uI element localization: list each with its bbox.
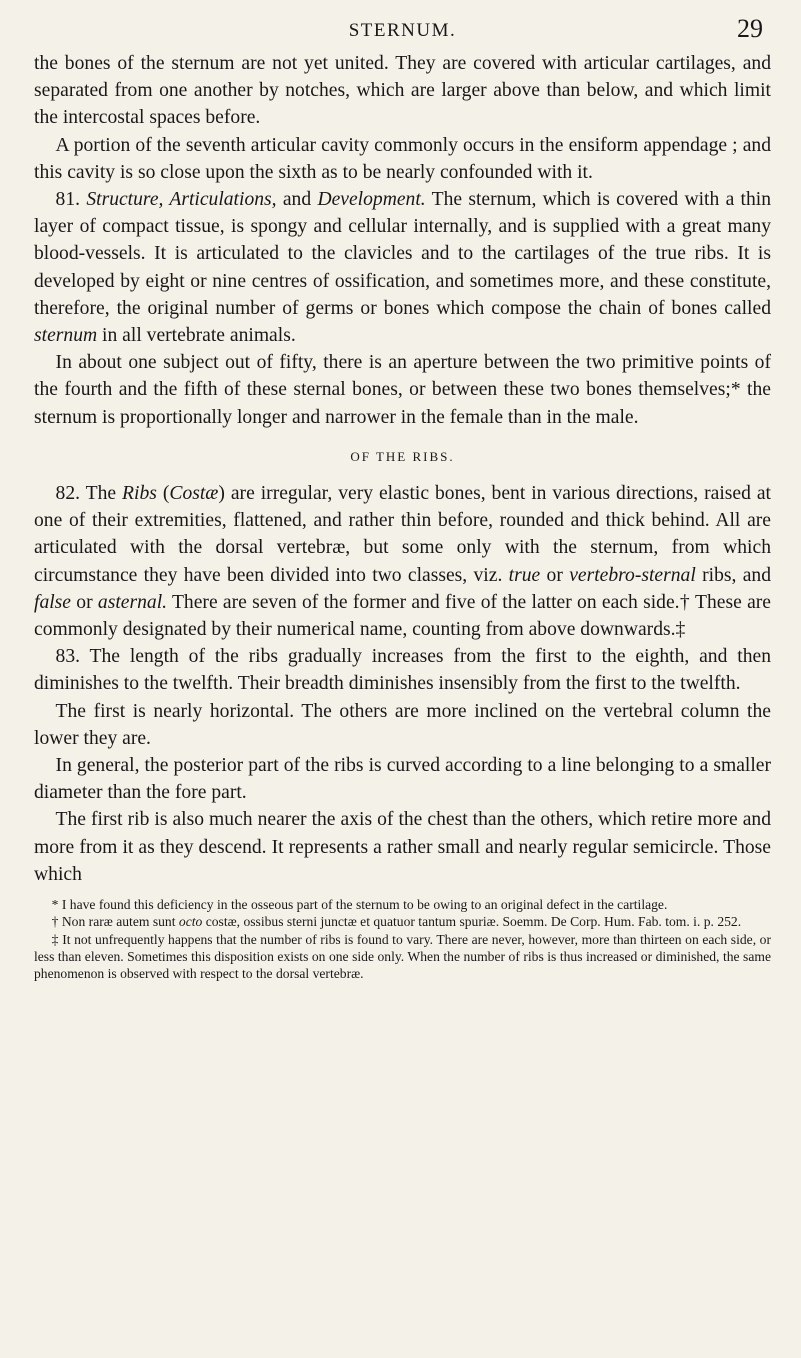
text-run: ) are irregular, very elastic bones, bent in various directions, raised at one of their extremities, flattened, and rather thin before, rounded and thick behind. All are articulated with the dorsal vertebræ, but some only with the sternum, from which circumstance they have been divided into two classes, viz. — [34, 483, 771, 586]
paragraph — [34, 643, 771, 697]
text-run: ribs, and — [695, 564, 772, 586]
text-run: 82. The — [55, 483, 123, 505]
text-run: In general, the posterior part of the ribs is curved according to a line belonging to a smaller diameter than the fore part. — [34, 755, 771, 804]
italic-text: Costæ — [169, 483, 219, 505]
italic-text: Ribs — [122, 483, 157, 505]
text-run: costæ, ossibus sterni junctæ et quatuor tantum spuriæ. Soemm. De Corp. Hum. Fab. tom. i. p. 252. — [202, 914, 742, 930]
text-run: and — [276, 189, 318, 211]
text-run: ( — [156, 483, 170, 505]
text-run: * I have found this deficiency in the osseous part of the sternum to be owing to an original defect in the cartilage. — [51, 897, 668, 913]
footnote — [34, 931, 771, 983]
section-heading: OF THE RIBS. — [350, 448, 455, 464]
paragraph — [34, 186, 771, 349]
running-head — [34, 14, 771, 50]
text-run: 81. — [55, 189, 87, 211]
text-run: The first rib is also much nearer the axis of the chest than the others, which retire more and more from it as they descend. It represents a rather small and nearly regular semicircle. Those which — [34, 809, 771, 885]
text-run: or — [71, 591, 98, 613]
italic-text: sternum — [34, 325, 98, 347]
paragraph — [34, 752, 771, 806]
text-run: The sternum, which is covered with a thin layer of compact tissue, is spongy and cellular internally, and is supplied with a great many blood-vessels. It is articulated to the clavicles and to the cartilages of the true ribs. It is developed by eight or nine centres of ossification, and sometimes more, and these constitute, therefore, the original number of germs or bones which compose the chain of bones called — [34, 189, 772, 319]
paragraph — [34, 349, 771, 431]
running-title: STERNUM. — [348, 20, 457, 41]
text-run: or — [540, 564, 570, 586]
paragraph — [34, 806, 771, 888]
italic-text: Structure, Articulations, — [86, 189, 277, 211]
italic-text: Development. — [317, 189, 426, 211]
text-run: There are seven of the former and five of the latter on each side.† These are commonly designated by their numerical name, counting from above downwards.‡ — [34, 591, 772, 641]
main-text — [34, 50, 771, 888]
footnote — [34, 896, 771, 913]
paragraph — [34, 50, 771, 132]
text-run: A portion of the seventh articular cavity commonly occurs in the ensiform appendage ; and this cavity is so close upon the sixth as to be nearly confounded with it. — [34, 134, 771, 183]
italic-text: true — [508, 564, 541, 586]
italic-text: octo — [178, 914, 203, 930]
paragraph — [34, 480, 771, 643]
footnote — [34, 913, 771, 930]
page-number: 29 — [737, 14, 763, 43]
italic-text: asternal. — [97, 591, 168, 613]
text-run: † Non raræ autem sunt — [51, 914, 179, 930]
text-run: ‡ It not unfrequently happens that the number of ribs is found to vary. There are never, however, more than thirteen on each side, or less than eleven. Sometimes this disposition exists on one side only. When the number of ribs is thus increased or diminished, the same phenomenon is observed with respect to the dorsal vertebræ. — [34, 931, 771, 981]
text-run: In about one subject out of fifty, there is an aperture between the two primitive points of the fourth and the fifth of these sternal bones, or between these two bones themselves;* the sternum is proportionally longer and narrower in the female than in the male. — [34, 352, 771, 428]
italic-text: false — [34, 591, 72, 613]
text-run: in all vertebrate animals. — [97, 325, 296, 347]
text-run: the bones of the sternum are not yet united. They are covered with articular cartilages, and separated from one another by notches, which are larger above than below, and which limit the intercostal spaces before. — [34, 53, 771, 129]
italic-text: vertebro-sternal — [569, 564, 696, 586]
footnotes — [34, 896, 771, 982]
paragraph — [34, 698, 771, 752]
text-run: 83. The length of the ribs gradually increases from the first to the eighth, and then diminishes to the twelfth. Their breadth diminishes insensibly from the first to the twelfth. — [34, 646, 771, 695]
text-run: The first is nearly horizontal. The others are more inclined on the vertebral column the lower they are. — [34, 700, 771, 749]
paragraph — [34, 132, 771, 186]
